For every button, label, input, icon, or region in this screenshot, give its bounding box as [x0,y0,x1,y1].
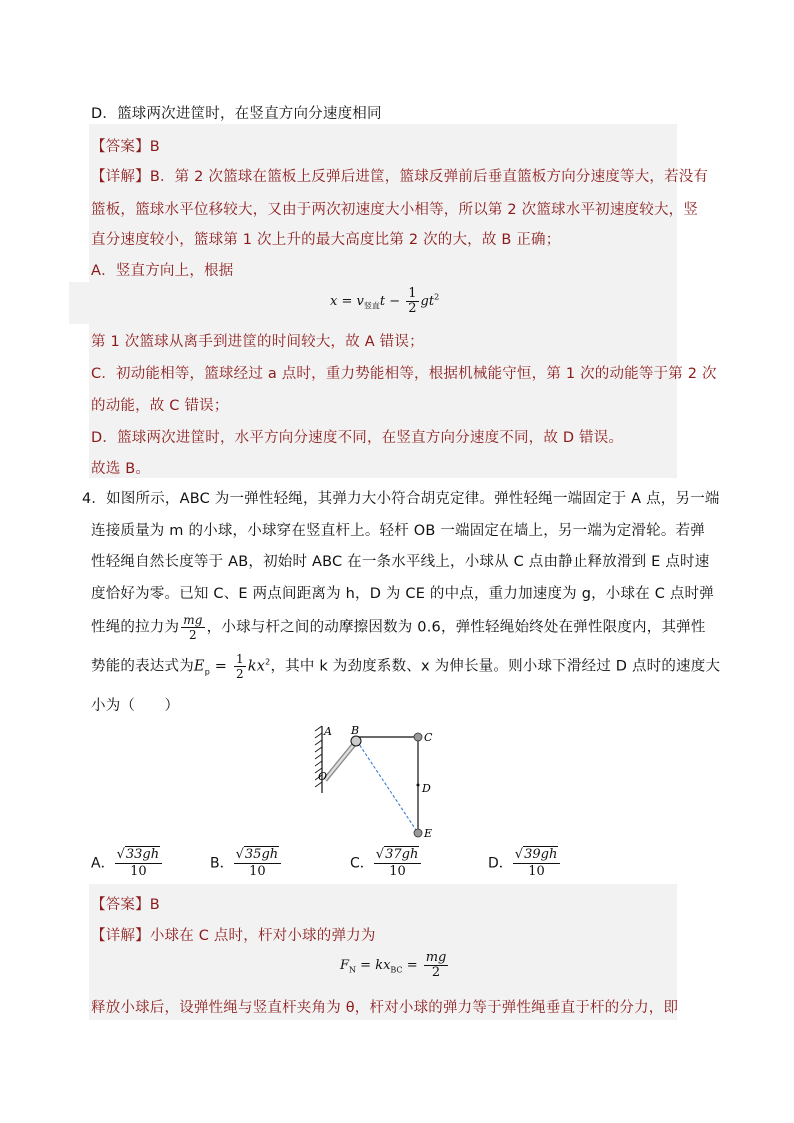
detail-line-4: A．竖直方向上，根据 [91,263,234,279]
question-4-line-1: 4．如图所示，ABC 为一弹性轻绳，其弹力大小符合胡克定律。弹性轻绳一端固定于 A 点，另一端 [82,491,720,507]
label-b: B [351,724,360,737]
detail2-line-2: 释放小球后，设弹性绳与竖直杆夹角为 θ，杆对小球的弹力等于弹性绳垂直于杆的分力，即 [91,1000,679,1016]
question-4-line-6: 势能的表达式为$E_p$ = $\frac{1}{2}$ $kx^2$，其中 k 为劲度系数、x 为伸长量。则小球下滑经过 D 点时的速度大 [91,652,721,681]
formula-normal-force: $F_N = kx_{BC}$ = $\frac{mg}{2}$ [340,950,447,980]
detail-line-6: C．初动能相等，篮球经过 a 点时，重力势能相等，根据机械能守恒，第 1 次的动能等于第 2 次 [91,366,717,382]
option-d-previous: D．篮球两次进筐时，在竖直方向分速度相同 [91,106,382,122]
question-4-line-4: 度恰好为零。已知 C、E 两点间距离为 h，D 为 CE 的中点，重力加速度为 g，小球在 C 点时弹 [91,586,714,602]
ball-c [414,733,422,741]
detail-line-5: 第 1 次篮球从离手到进筐的时间较大，故 A 错误； [91,334,424,350]
detail-tag-1: 【详解】 [91,169,150,185]
detail-line-9: 故选 B。 [91,461,151,477]
label-a: A [324,725,332,738]
detail-line-1 [91,165,708,186]
detail-line-8: D．篮球两次进筐时，水平方向分速度不同，在竖直方向分速度不同，故 D 错误。 [91,430,624,446]
label-e: E [424,827,433,840]
detail-line-3: 直分速度较小，篮球第 1 次上升的最大高度比第 2 次的大，故 B 正确； [91,232,561,248]
answer-label-2: 【答案】B [91,897,160,913]
label-d: D [422,782,431,795]
detail-line-2: 篮板，篮球水平位移较大，又由于两次初速度大小相等，所以第 2 次篮球水平初速度较大，竖 [91,202,699,218]
physics-figure [305,723,465,843]
point-d [417,784,420,787]
pulley-b [351,736,361,746]
formula-vertical-displacement: $x = v_{竖直}t$ − $\frac{1}{2}$ $gt^2$ [330,286,440,316]
choice-a[interactable]: A． $\frac{√33gh}{10}$ [91,846,162,879]
question-4-line-2: 连接质量为 m 的小球，小球穿在竖直杆上。轻杆 OB 一端固定在墙上，另一端为定滑轮。若弹 [91,523,705,539]
ball-e [414,829,422,837]
question-4-line-5: 性绳的拉力为 $\frac{mg}{2}$ ，小球与杆之间的动摩擦因数为 0.6，弹性轻绳始终处在弹性限度内，其弹性 [91,613,706,642]
rope-be [357,741,418,833]
detail-text-1: B．第 2 次篮球在篮板上反弹后进筐，篮球反弹前后垂直篮板方向分速度等大，若没有 [149,169,709,185]
question-4-line-7: 小为（ ） [91,698,180,714]
label-c: C [424,731,433,744]
rod-ob-core [325,742,356,780]
choice-c[interactable]: C． $\frac{√37gh}{10}$ [350,846,421,879]
detail2-line-1: 【详解】小球在 C 点时，杆对小球的弹力为 [91,928,376,944]
answer-label-1: 【答案】B [91,139,160,155]
detail-line-7: 的动能，故 C 错误； [91,398,229,414]
choice-b[interactable]: B． $\frac{√35gh}{10}$ [210,846,281,879]
question-4-line-3: 性轻绳自然长度等于 AB，初始时 ABC 在一条水平线上，小球从 C 点由静止释放滑到 E 点时速 [91,554,710,570]
label-o: O [318,770,328,783]
choice-d[interactable]: D． $\frac{√39gh}{10}$ [488,846,560,879]
